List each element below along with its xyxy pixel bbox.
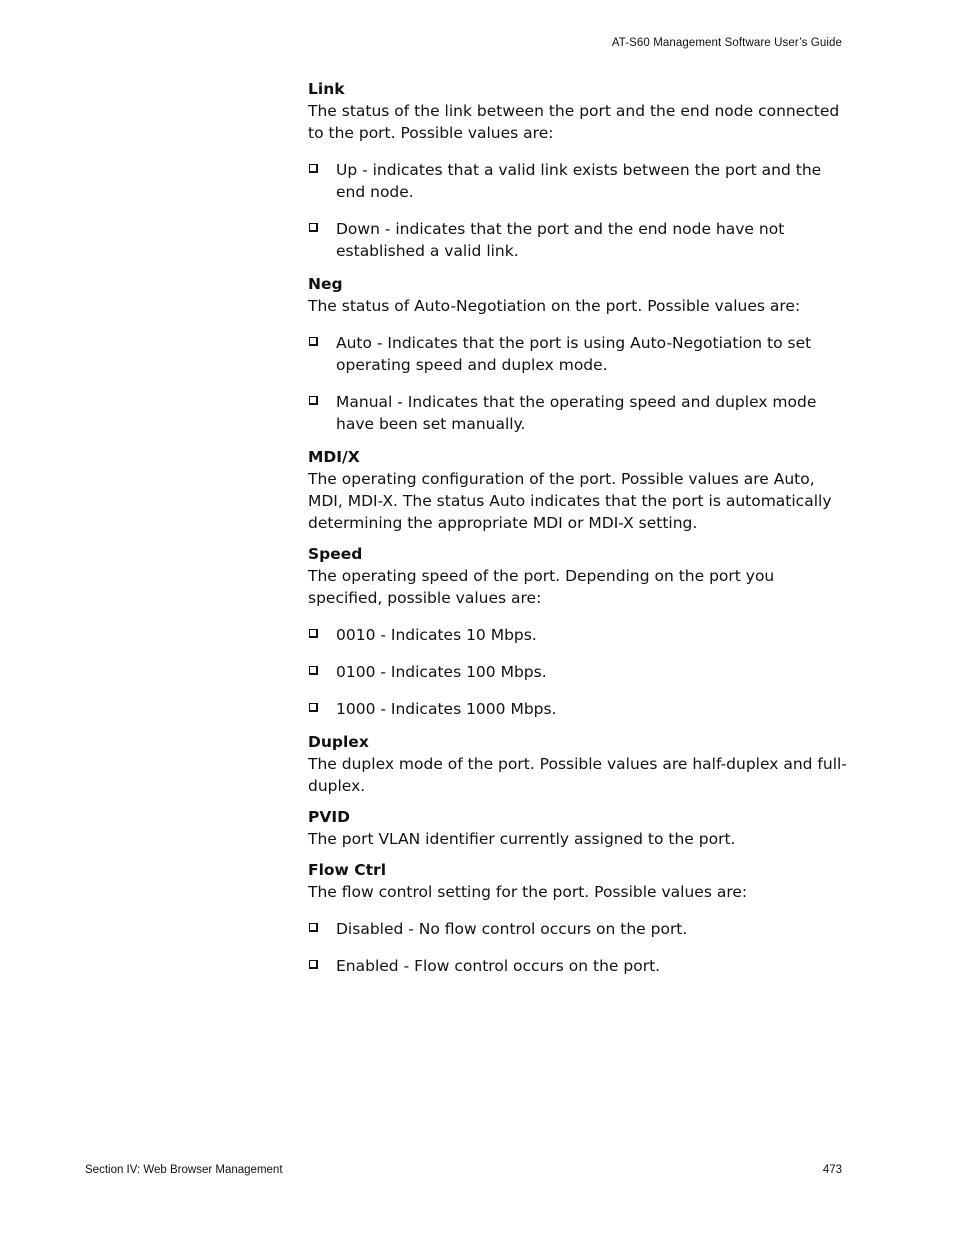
section-duplex: [308, 731, 848, 797]
section-flow-ctrl: [308, 859, 848, 977]
section-heading: PVID: [308, 808, 350, 826]
list-item-text: Disabled - No flow control occurs on the port.: [336, 920, 688, 938]
list-item-text: 0100 - Indicates 100 Mbps.: [336, 663, 547, 681]
list-item-text: Manual - Indicates that the operating speed and duplex mode have been set manually.: [336, 393, 817, 433]
list-item: [308, 624, 848, 646]
bullet-list: [308, 918, 848, 977]
section-text: The flow control setting for the port. Possible values are:: [308, 883, 748, 901]
checkbox-bullet-icon: [309, 223, 318, 232]
section-text: The operating speed of the port. Depending on the port you specified, possible values are:: [308, 567, 775, 607]
list-item-text: Auto - Indicates that the port is using Auto-Negotiation to set operating speed and duplex mode.: [336, 334, 812, 374]
bullet-list: [308, 332, 848, 435]
running-header: AT-S60 Management Software User’s Guide: [611, 37, 842, 49]
list-item: [308, 661, 848, 683]
footer-page-number: 473: [822, 1164, 842, 1176]
section-speed: [308, 543, 848, 720]
checkbox-bullet-icon: [309, 629, 318, 638]
list-item-text: 0010 - Indicates 10 Mbps.: [336, 626, 537, 644]
section-mdix: [308, 446, 848, 534]
section-text: The operating configuration of the port. Possible values are Auto, MDI, MDI-X. The status Auto indicates that the port is automatically determining the appropriate MDI or MDI-X setting.: [308, 470, 832, 532]
footer-section-label: Section IV: Web Browser Management: [85, 1164, 283, 1176]
section-pvid: [308, 806, 848, 850]
section-heading: Speed: [308, 545, 363, 563]
section-neg: [308, 273, 848, 435]
list-item-text: Enabled - Flow control occurs on the port.: [336, 957, 661, 975]
list-item: [308, 955, 848, 977]
section-text: The status of Auto-Negotiation on the port. Possible values are:: [308, 297, 801, 315]
section-heading: Duplex: [308, 733, 369, 751]
checkbox-bullet-icon: [309, 923, 318, 932]
section-text: The status of the link between the port and the end node connected to the port. Possible values are:: [308, 102, 840, 142]
checkbox-bullet-icon: [309, 396, 318, 405]
section-heading: Flow Ctrl: [308, 861, 387, 879]
list-item: [308, 159, 848, 203]
section-text: The duplex mode of the port. Possible values are half-duplex and full-duplex.: [308, 755, 847, 795]
section-heading: Neg: [308, 275, 343, 293]
list-item-text: 1000 - Indicates 1000 Mbps.: [336, 700, 557, 718]
checkbox-bullet-icon: [309, 703, 318, 712]
list-item-text: Up - indicates that a valid link exists between the port and the end node.: [336, 161, 822, 201]
section-heading: MDI/X: [308, 448, 360, 466]
section-link: [308, 78, 848, 262]
list-item: [308, 391, 848, 435]
list-item: [308, 918, 848, 940]
checkbox-bullet-icon: [309, 164, 318, 173]
list-item-text: Down - indicates that the port and the end node have not established a valid link.: [336, 220, 785, 260]
section-heading: Link: [308, 80, 345, 98]
checkbox-bullet-icon: [309, 666, 318, 675]
document-body: [308, 78, 848, 988]
list-item: [308, 698, 848, 720]
bullet-list: [308, 159, 848, 262]
bullet-list: [308, 624, 848, 720]
checkbox-bullet-icon: [309, 960, 318, 969]
section-text: The port VLAN identifier currently assigned to the port.: [308, 830, 736, 848]
list-item: [308, 332, 848, 376]
checkbox-bullet-icon: [309, 337, 318, 346]
list-item: [308, 218, 848, 262]
